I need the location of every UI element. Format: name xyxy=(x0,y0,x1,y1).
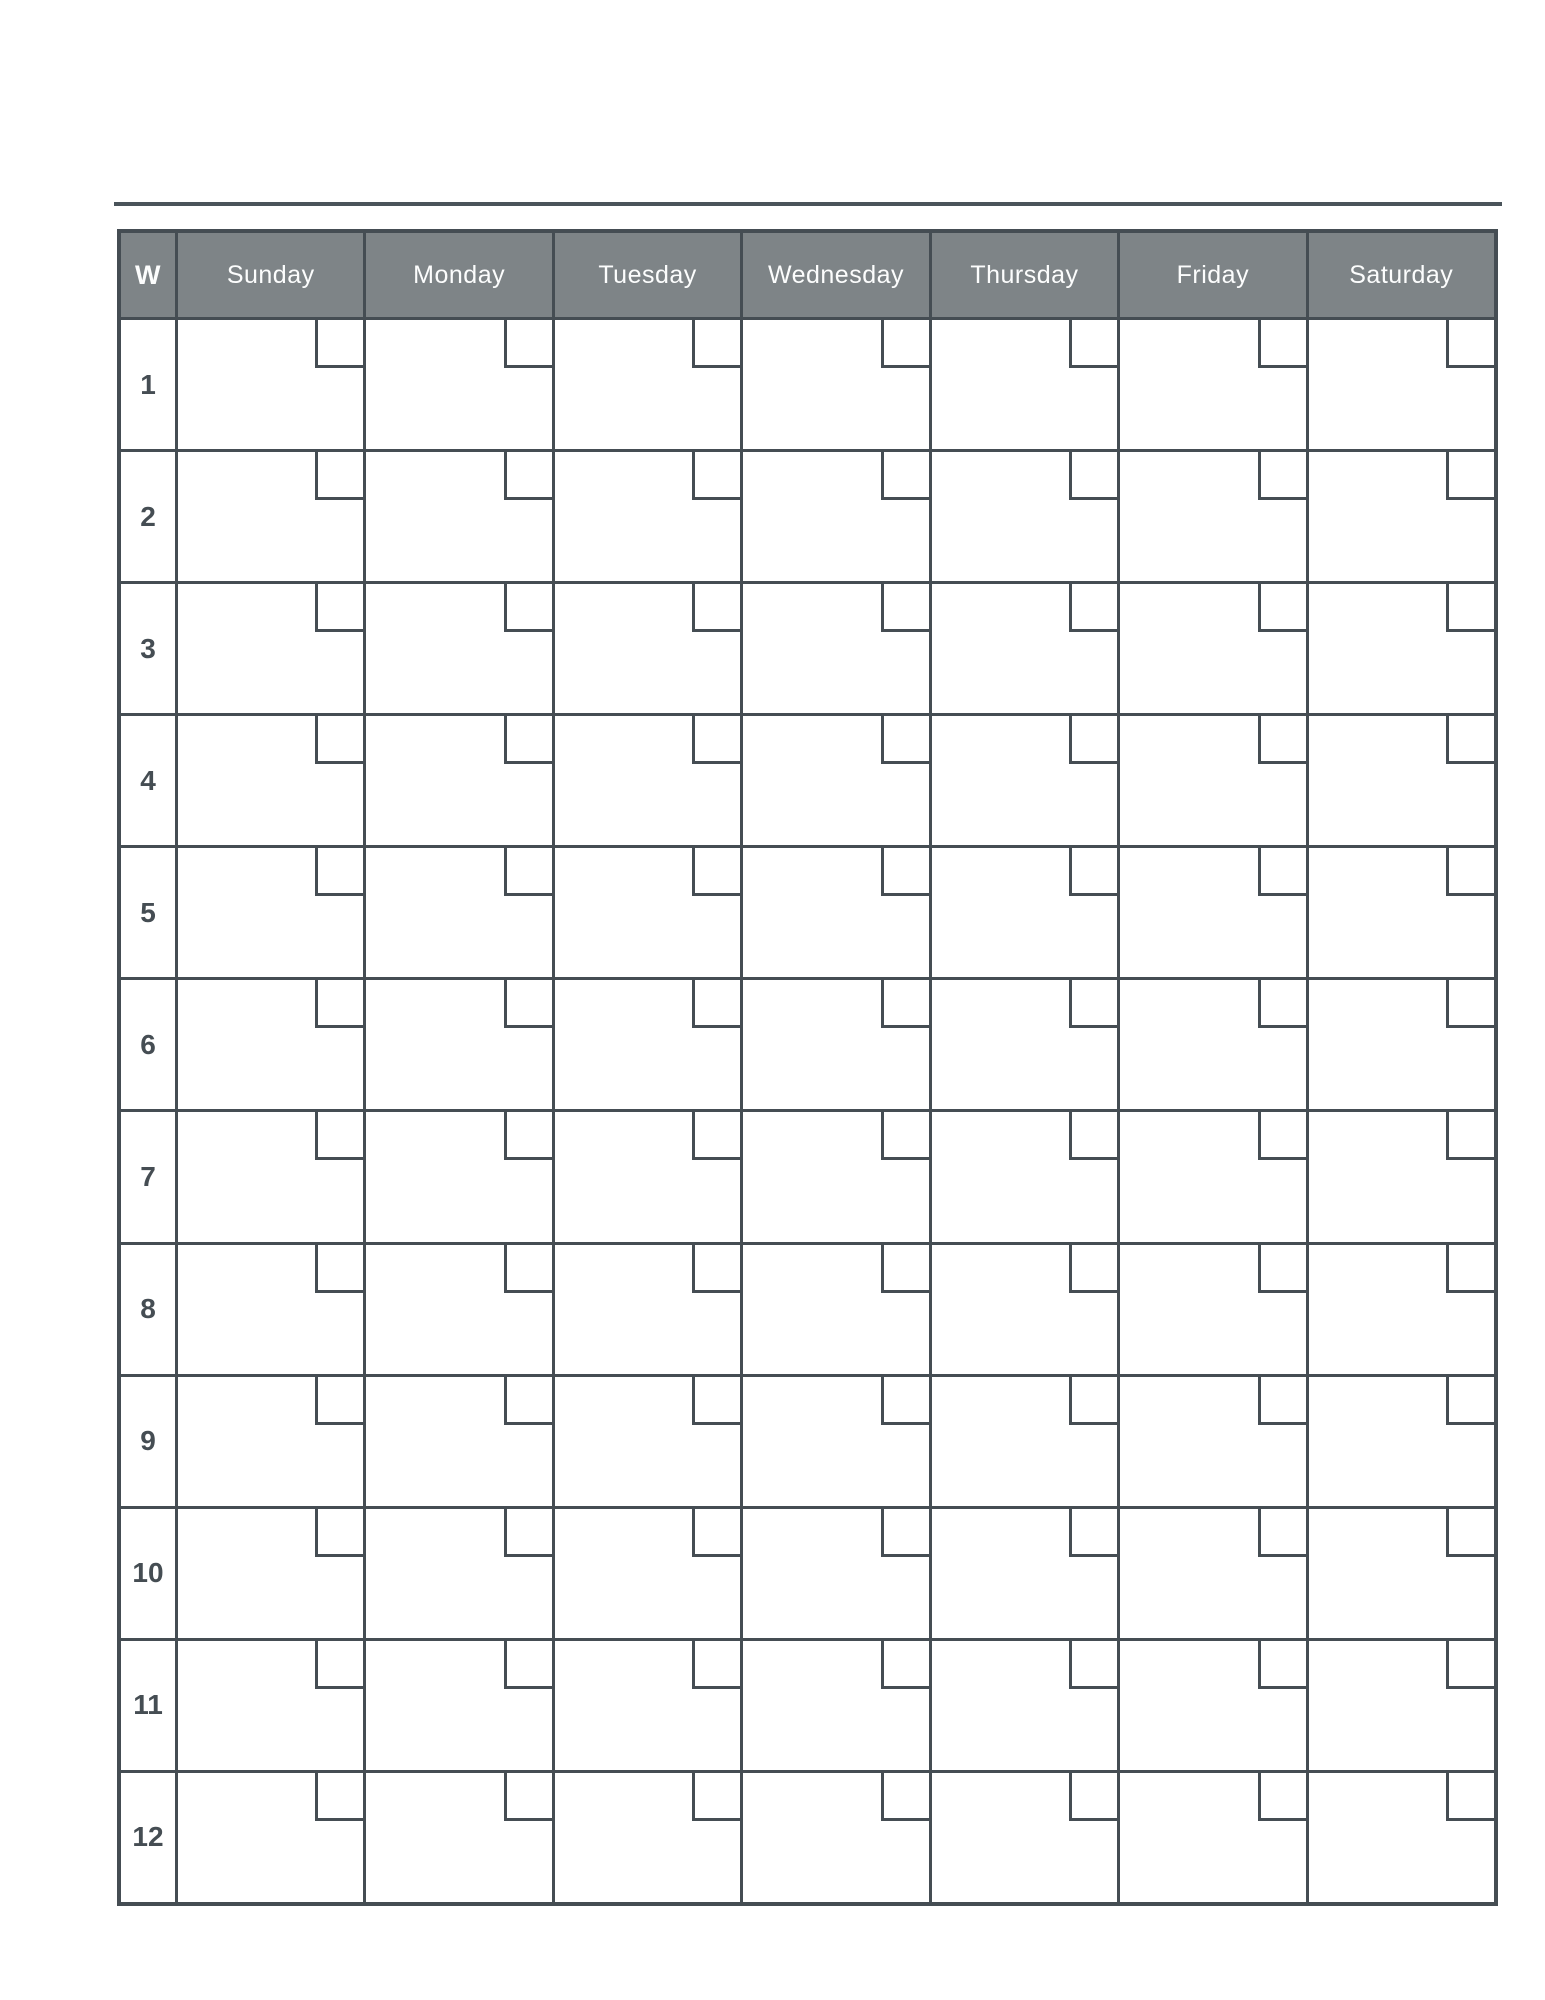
day-cell-week8-tuesday xyxy=(555,1245,740,1374)
date-corner-box xyxy=(315,452,363,500)
date-corner-box xyxy=(504,452,552,500)
day-cell-week10-friday xyxy=(1120,1509,1305,1638)
date-corner-box xyxy=(1258,452,1306,500)
header-day-thursday: Thursday xyxy=(932,233,1117,317)
day-cell-week8-monday xyxy=(366,1245,551,1374)
date-corner-box xyxy=(1446,1641,1494,1689)
date-corner-box xyxy=(1069,1773,1117,1821)
day-cell-week5-wednesday xyxy=(743,848,928,977)
date-corner-box xyxy=(1258,320,1306,368)
day-cell-week11-friday xyxy=(1120,1641,1305,1770)
day-cell-week4-friday xyxy=(1120,716,1305,845)
date-corner-box xyxy=(881,452,929,500)
date-corner-box xyxy=(881,1245,929,1293)
day-cell-week12-sunday xyxy=(178,1773,363,1902)
day-cell-week5-friday xyxy=(1120,848,1305,977)
date-corner-box xyxy=(1069,1112,1117,1160)
day-cell-week6-monday xyxy=(366,980,551,1109)
week-number-cell: 1 xyxy=(121,320,175,449)
day-cell-week12-tuesday xyxy=(555,1773,740,1902)
date-corner-box xyxy=(692,1245,740,1293)
date-corner-box xyxy=(1069,584,1117,632)
date-corner-box xyxy=(1446,980,1494,1028)
day-cell-week9-friday xyxy=(1120,1377,1305,1506)
day-cell-week10-thursday xyxy=(932,1509,1117,1638)
day-cell-week6-tuesday xyxy=(555,980,740,1109)
calendar-grid xyxy=(117,229,1498,1906)
day-cell-week1-friday xyxy=(1120,320,1305,449)
week-number-cell: 2 xyxy=(121,452,175,581)
day-cell-week3-monday xyxy=(366,584,551,713)
date-corner-box xyxy=(315,848,363,896)
date-corner-box xyxy=(315,1641,363,1689)
day-cell-week12-wednesday xyxy=(743,1773,928,1902)
day-cell-week3-sunday xyxy=(178,584,363,713)
date-corner-box xyxy=(692,1509,740,1557)
date-corner-box xyxy=(881,1377,929,1425)
day-cell-week3-saturday xyxy=(1309,584,1494,713)
date-corner-box xyxy=(1446,1112,1494,1160)
day-cell-week4-wednesday xyxy=(743,716,928,845)
day-cell-week5-tuesday xyxy=(555,848,740,977)
date-corner-box xyxy=(1258,1112,1306,1160)
day-cell-week7-monday xyxy=(366,1112,551,1241)
day-cell-week2-thursday xyxy=(932,452,1117,581)
date-corner-box xyxy=(1069,320,1117,368)
date-corner-box xyxy=(504,1245,552,1293)
day-cell-week11-tuesday xyxy=(555,1641,740,1770)
date-corner-box xyxy=(881,980,929,1028)
date-corner-box xyxy=(504,1112,552,1160)
date-corner-box xyxy=(315,1377,363,1425)
day-cell-week1-wednesday xyxy=(743,320,928,449)
date-corner-box xyxy=(315,1509,363,1557)
day-cell-week11-wednesday xyxy=(743,1641,928,1770)
date-corner-box xyxy=(504,980,552,1028)
day-cell-week9-tuesday xyxy=(555,1377,740,1506)
date-corner-box xyxy=(1258,1509,1306,1557)
day-cell-week7-saturday xyxy=(1309,1112,1494,1241)
date-corner-box xyxy=(1446,848,1494,896)
day-cell-week1-monday xyxy=(366,320,551,449)
date-corner-box xyxy=(881,1773,929,1821)
week-number-cell: 7 xyxy=(121,1112,175,1241)
day-cell-week11-sunday xyxy=(178,1641,363,1770)
day-cell-week10-tuesday xyxy=(555,1509,740,1638)
header-day-saturday: Saturday xyxy=(1309,233,1494,317)
date-corner-box xyxy=(1069,980,1117,1028)
day-cell-week7-sunday xyxy=(178,1112,363,1241)
date-corner-box xyxy=(1446,1509,1494,1557)
day-cell-week11-thursday xyxy=(932,1641,1117,1770)
date-corner-box xyxy=(692,320,740,368)
date-corner-box xyxy=(315,716,363,764)
day-cell-week6-sunday xyxy=(178,980,363,1109)
day-cell-week1-tuesday xyxy=(555,320,740,449)
date-corner-box xyxy=(1258,716,1306,764)
day-cell-week9-sunday xyxy=(178,1377,363,1506)
date-corner-box xyxy=(504,848,552,896)
date-corner-box xyxy=(1446,1773,1494,1821)
day-cell-week1-thursday xyxy=(932,320,1117,449)
day-cell-week3-wednesday xyxy=(743,584,928,713)
day-cell-week7-tuesday xyxy=(555,1112,740,1241)
date-corner-box xyxy=(692,980,740,1028)
date-corner-box xyxy=(692,584,740,632)
day-cell-week12-saturday xyxy=(1309,1773,1494,1902)
date-corner-box xyxy=(692,1773,740,1821)
header-day-monday: Monday xyxy=(366,233,551,317)
day-cell-week4-saturday xyxy=(1309,716,1494,845)
date-corner-box xyxy=(1069,452,1117,500)
date-corner-box xyxy=(504,1377,552,1425)
day-cell-week4-sunday xyxy=(178,716,363,845)
week-number-cell: 9 xyxy=(121,1377,175,1506)
day-cell-week1-saturday xyxy=(1309,320,1494,449)
day-cell-week2-friday xyxy=(1120,452,1305,581)
date-corner-box xyxy=(881,848,929,896)
date-corner-box xyxy=(1258,1245,1306,1293)
day-cell-week5-monday xyxy=(366,848,551,977)
week-number-cell: 6 xyxy=(121,980,175,1109)
date-corner-box xyxy=(315,980,363,1028)
date-corner-box xyxy=(504,1509,552,1557)
date-corner-box xyxy=(1069,1509,1117,1557)
day-cell-week12-friday xyxy=(1120,1773,1305,1902)
header-day-friday: Friday xyxy=(1120,233,1305,317)
header-day-wednesday: Wednesday xyxy=(743,233,928,317)
date-corner-box xyxy=(1069,1245,1117,1293)
day-cell-week8-wednesday xyxy=(743,1245,928,1374)
date-corner-box xyxy=(315,1112,363,1160)
date-corner-box xyxy=(315,1773,363,1821)
date-corner-box xyxy=(1069,1641,1117,1689)
date-corner-box xyxy=(1446,716,1494,764)
day-cell-week7-thursday xyxy=(932,1112,1117,1241)
date-corner-box xyxy=(504,584,552,632)
day-cell-week10-sunday xyxy=(178,1509,363,1638)
date-corner-box xyxy=(1446,452,1494,500)
week-number-cell: 5 xyxy=(121,848,175,977)
day-cell-week8-saturday xyxy=(1309,1245,1494,1374)
day-cell-week8-sunday xyxy=(178,1245,363,1374)
day-cell-week7-wednesday xyxy=(743,1112,928,1241)
date-corner-box xyxy=(504,1773,552,1821)
date-corner-box xyxy=(1258,980,1306,1028)
day-cell-week6-saturday xyxy=(1309,980,1494,1109)
week-number-cell: 10 xyxy=(121,1509,175,1638)
date-corner-box xyxy=(881,1509,929,1557)
date-corner-box xyxy=(692,1112,740,1160)
day-cell-week2-monday xyxy=(366,452,551,581)
header-day-sunday: Sunday xyxy=(178,233,363,317)
week-number-cell: 12 xyxy=(121,1773,175,1902)
day-cell-week12-monday xyxy=(366,1773,551,1902)
date-corner-box xyxy=(692,848,740,896)
date-corner-box xyxy=(692,452,740,500)
header-day-tuesday: Tuesday xyxy=(555,233,740,317)
date-corner-box xyxy=(881,1112,929,1160)
date-corner-box xyxy=(1069,848,1117,896)
day-cell-week3-tuesday xyxy=(555,584,740,713)
day-cell-week4-tuesday xyxy=(555,716,740,845)
date-corner-box xyxy=(692,1641,740,1689)
day-cell-week3-thursday xyxy=(932,584,1117,713)
day-cell-week6-thursday xyxy=(932,980,1117,1109)
day-cell-week4-monday xyxy=(366,716,551,845)
date-corner-box xyxy=(315,320,363,368)
day-cell-week2-wednesday xyxy=(743,452,928,581)
day-cell-week9-thursday xyxy=(932,1377,1117,1506)
date-corner-box xyxy=(1258,848,1306,896)
day-cell-week5-thursday xyxy=(932,848,1117,977)
date-corner-box xyxy=(315,584,363,632)
day-cell-week9-saturday xyxy=(1309,1377,1494,1506)
date-corner-box xyxy=(1446,584,1494,632)
day-cell-week2-sunday xyxy=(178,452,363,581)
day-cell-week6-friday xyxy=(1120,980,1305,1109)
top-divider-line xyxy=(114,202,1502,206)
day-cell-week2-tuesday xyxy=(555,452,740,581)
date-corner-box xyxy=(1258,1377,1306,1425)
day-cell-week1-sunday xyxy=(178,320,363,449)
date-corner-box xyxy=(881,584,929,632)
date-corner-box xyxy=(1446,320,1494,368)
day-cell-week2-saturday xyxy=(1309,452,1494,581)
date-corner-box xyxy=(881,716,929,764)
date-corner-box xyxy=(1258,584,1306,632)
date-corner-box xyxy=(1446,1377,1494,1425)
date-corner-box xyxy=(881,1641,929,1689)
week-number-cell: 3 xyxy=(121,584,175,713)
day-cell-week11-monday xyxy=(366,1641,551,1770)
day-cell-week10-wednesday xyxy=(743,1509,928,1638)
date-corner-box xyxy=(504,716,552,764)
day-cell-week5-sunday xyxy=(178,848,363,977)
day-cell-week5-saturday xyxy=(1309,848,1494,977)
day-cell-week8-thursday xyxy=(932,1245,1117,1374)
day-cell-week11-saturday xyxy=(1309,1641,1494,1770)
date-corner-box xyxy=(504,320,552,368)
day-cell-week10-monday xyxy=(366,1509,551,1638)
week-number-cell: 11 xyxy=(121,1641,175,1770)
date-corner-box xyxy=(1069,716,1117,764)
header-week-column: W xyxy=(121,233,175,317)
date-corner-box xyxy=(1446,1245,1494,1293)
week-number-cell: 4 xyxy=(121,716,175,845)
week-number-cell: 8 xyxy=(121,1245,175,1374)
date-corner-box xyxy=(692,1377,740,1425)
day-cell-week8-friday xyxy=(1120,1245,1305,1374)
day-cell-week10-saturday xyxy=(1309,1509,1494,1638)
day-cell-week7-friday xyxy=(1120,1112,1305,1241)
date-corner-box xyxy=(1258,1773,1306,1821)
date-corner-box xyxy=(504,1641,552,1689)
date-corner-box xyxy=(1258,1641,1306,1689)
date-corner-box xyxy=(881,320,929,368)
date-corner-box xyxy=(692,716,740,764)
day-cell-week12-thursday xyxy=(932,1773,1117,1902)
day-cell-week6-wednesday xyxy=(743,980,928,1109)
date-corner-box xyxy=(1069,1377,1117,1425)
day-cell-week9-wednesday xyxy=(743,1377,928,1506)
date-corner-box xyxy=(315,1245,363,1293)
day-cell-week4-thursday xyxy=(932,716,1117,845)
day-cell-week9-monday xyxy=(366,1377,551,1506)
day-cell-week3-friday xyxy=(1120,584,1305,713)
